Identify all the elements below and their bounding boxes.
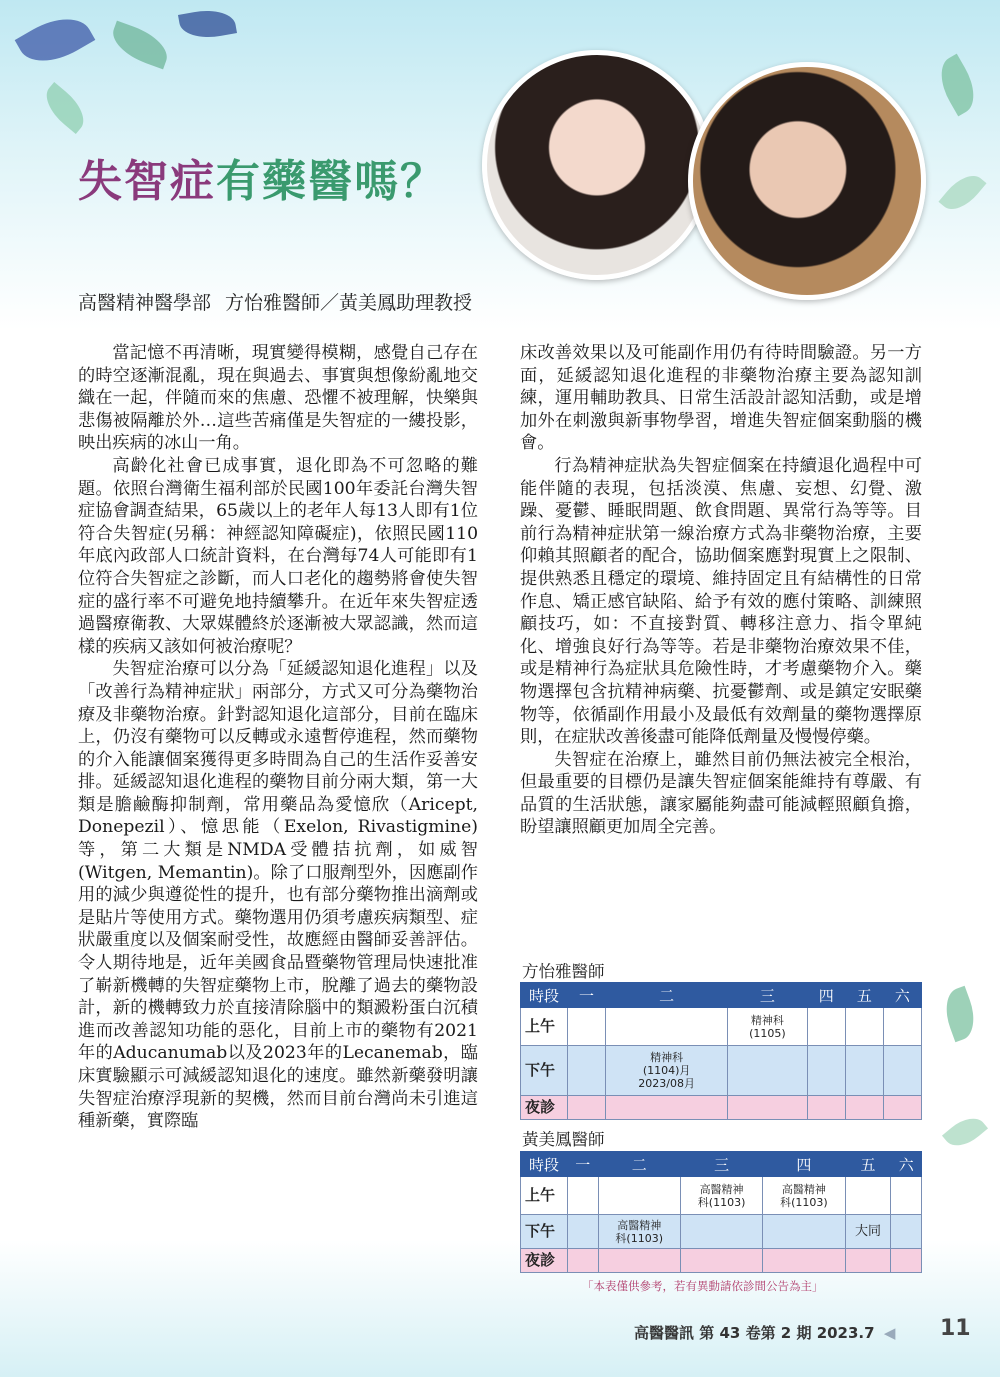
schedule-disclaimer: 「本表僅供參考，若有異動請依診間公告為主」 [582,1279,824,1293]
schedule-cell [680,1215,762,1249]
paragraph: 當記憶不再清晰，現實變得模糊，感覺自己存在的時空逐漸混亂，現在與過去、事實與想像紛亂地交織在一起，伴隨而來的焦慮、恐懼不被理解，快樂與悲傷被隔離於外…這些苦痛僅是失智症的一縷投影，映出疾病的冰山一角。 [78,343,478,454]
schedule-cell [891,1249,922,1273]
schedule-cell [807,1008,845,1046]
schedule-cell [763,1215,845,1249]
schedule-doctor-name: 方怡雅醫師 [522,962,605,981]
schedule-cell [568,1249,599,1273]
schedule-cell [598,1177,680,1215]
header-cell: 時段 [521,983,568,1008]
header-cell: 五 [845,1152,891,1177]
schedule-row-afternoon [521,1215,922,1249]
left-column [78,342,478,1133]
page-title [78,145,446,209]
header-cell: 三 [728,983,807,1008]
paragraph: 高齡化社會已成事實，退化即為不可忽略的難題。依照台灣衛生福利部於民國100年委託台灣失智症協會調查結果，65歲以上的老年人每13人即有1位符合失智症(另稱：神經認知障礙症)，依照民國110年底內政部人口統計資料，在台灣每74人可能即有1位符合失智症之診斷，而人口老化的趨勢將會使失智症的盛行率不可避免地持續攀升。在近年來失智症透過醫療衛教、大眾媒體終於逐漸被大眾認識，然而這樣的疾病又該如何被治療呢？ [78,455,478,657]
schedule-cell [883,1046,921,1096]
schedule-row-morning [521,1177,922,1215]
schedule-cell [845,1046,883,1096]
row-label: 上午 [521,1177,568,1215]
byline-authors: 方怡雅醫師／黃美鳳助理教授 [225,292,473,314]
portrait-fang [482,50,712,280]
paragraph: 床改善效果以及可能副作用仍有待時間驗證。另一方面，延緩認知退化進程的非藥物治療主要為認知訓練，運用輔助教具、日常生活設計認知活動，或是增加外在刺激與新事物學習，增進失智症個案動腦的機會。 [520,343,922,454]
header-cell: 三 [680,1152,762,1177]
schedule-cell [891,1215,922,1249]
schedule-doctor-name: 黃美鳳醫師 [522,1130,605,1149]
schedule-cell [568,1096,606,1120]
volume-issue: 第 43 卷第 2 期 [699,1324,812,1342]
schedule-cell [568,1046,606,1096]
schedule-cell: 高醫精神 科(1103) [680,1177,762,1215]
row-label: 上午 [521,1008,568,1046]
header-cell: 六 [883,983,921,1008]
header-cell: 五 [845,983,883,1008]
title-part1: 失智症 [78,156,216,207]
header-cell: 二 [606,983,728,1008]
paragraph: 失智症在治療上，雖然目前仍無法被完全根治，但最重要的目標仍是讓失智症個案能維持有尊嚴、有品質的生活狀態，讓家屬能夠盡可能減輕照顧負擔，盼望讓照顧更加周全完善。 [520,749,922,838]
row-label: 夜診 [521,1249,568,1273]
schedule-cell [891,1177,922,1215]
schedule-cell [845,1249,891,1273]
header-cell: 四 [807,983,845,1008]
row-label: 下午 [521,1215,568,1249]
schedule-cell [845,1177,891,1215]
schedule-cell [845,1008,883,1046]
header-cell: 一 [568,983,606,1008]
schedule-cell: 高醫精神 科(1103) [763,1177,845,1215]
schedule-cell [728,1046,807,1096]
schedule-cell [807,1046,845,1096]
leaf-decoration [938,986,981,1043]
schedule-header-row [521,1152,922,1177]
right-column [520,342,922,839]
schedule-cell: 精神科 (1104)月 2023/08月 [606,1046,728,1096]
schedule-header-row [521,983,922,1008]
schedule-cell [883,1008,921,1046]
schedule-cell [606,1008,728,1046]
schedule-row-afternoon [521,1046,922,1096]
page-number: 11 [940,1316,971,1341]
paragraph: 行為精神症狀為失智症個案在持續退化過程中可能伴隨的表現，包括淡漠、焦慮、妄想、幻覺、激躁、憂鬱、睡眠問題、飲食問題、異常行為等等。目前行為精神症狀第一線治療方式為非藥物治療，主要仰賴其照顧者的配合，協助個案應對現實上之限制、提供熟悉且穩定的環境、維持固定且有結構性的日常作息、矯正感官缺陷、給予有效的應付策略、訓練照顧技巧，如：不直接對質、轉移注意力、指令單純化、增強良好行為等等。若是非藥物治療效果不佳，或是精神行為症狀具危險性時，才考慮藥物介入。藥物選擇包含抗精神病藥、抗憂鬱劑、或是鎮定安眠藥物等，依循副作用最小及最低有效劑量的藥物選擇原則，在症狀改善後盡可能降低劑量及慢慢停藥。 [520,455,922,748]
schedule-cell [728,1096,807,1120]
schedule-cell [845,1096,883,1120]
journal-name: 高醫醫訊 [634,1324,695,1342]
portrait-huang [688,62,926,300]
header-cell: 一 [568,1152,599,1177]
arrow-left-icon: ◀ [883,1324,896,1342]
schedule-row-morning [521,1008,922,1046]
clinic-schedule-table [520,1151,922,1273]
byline [78,288,486,315]
footer-info [634,1322,899,1343]
clinic-schedule-table [520,982,922,1120]
byline-dept: 高醫精神醫學部 [78,292,212,314]
issue-date: 2023.7 [816,1324,875,1342]
header-cell: 六 [891,1152,922,1177]
header-cell: 四 [763,1152,845,1177]
schedule-row-night [521,1096,922,1120]
schedule-cell [568,1008,606,1046]
schedule-cell [606,1096,728,1120]
schedule-cell: 高醫精神 科(1103) [598,1215,680,1249]
schedule-cell [883,1096,921,1120]
schedule-cell: 精神科 (1105) [728,1008,807,1046]
schedule-cell [568,1177,599,1215]
schedule-cell [763,1249,845,1273]
title-part2: 有藥醫嗎？ [216,156,446,207]
schedule-cell [680,1249,762,1273]
schedule-cell [568,1215,599,1249]
header-cell: 時段 [521,1152,568,1177]
schedule-cell [598,1249,680,1273]
schedule-cell [807,1096,845,1120]
row-label: 下午 [521,1046,568,1096]
paragraph: 失智症治療可以分為「延緩認知退化進程」以及「改善行為精神症狀」兩部分，方式又可分為藥物治療及非藥物治療。針對認知退化這部分，目前在臨床上，仍沒有藥物可以反轉或永遠暫停進程，然而藥物的介入能讓個案獲得更多時間為自己的生活作妥善安排。延緩認知退化進程的藥物目前分兩大類，第一大類是膽鹼酶抑制劑，常用藥品為愛憶欣（Aricept, Donepezil）、憶思能（Exelon, Rivastigmine)等，第二大類是NMDA受體拮抗劑，如威智(Witgen, Memantin)。除了口服劑型外，因應副作用的減少與遵從性的提升，也有部分藥物推出滴劑或是貼片等使用方式。藥物選用仍須考慮疾病類型、症狀嚴重度以及個案耐受性，故應經由醫師妥善評估。令人期待地是，近年美國食品暨藥物管理局快速批准了嶄新機轉的失智症藥物上市，脫離了過去的藥物設計，新的機轉致力於直接清除腦中的類澱粉蛋白沉積進而改善認知功能的惡化，目前上市的藥物有2021年的Aducanumab以及2023年的Lecanemab，臨床實驗顯示可減緩認知退化的速度。雖然新藥發明讓失智症治療浮現新的契機，然而目前台灣尚未引進這種新藥，實際臨 [78,659,478,1132]
schedule-row-night [521,1249,922,1273]
row-label: 夜診 [521,1096,568,1120]
leaf-decoration [942,1110,988,1154]
header-cell: 二 [598,1152,680,1177]
schedule-cell: 大同 [845,1215,891,1249]
